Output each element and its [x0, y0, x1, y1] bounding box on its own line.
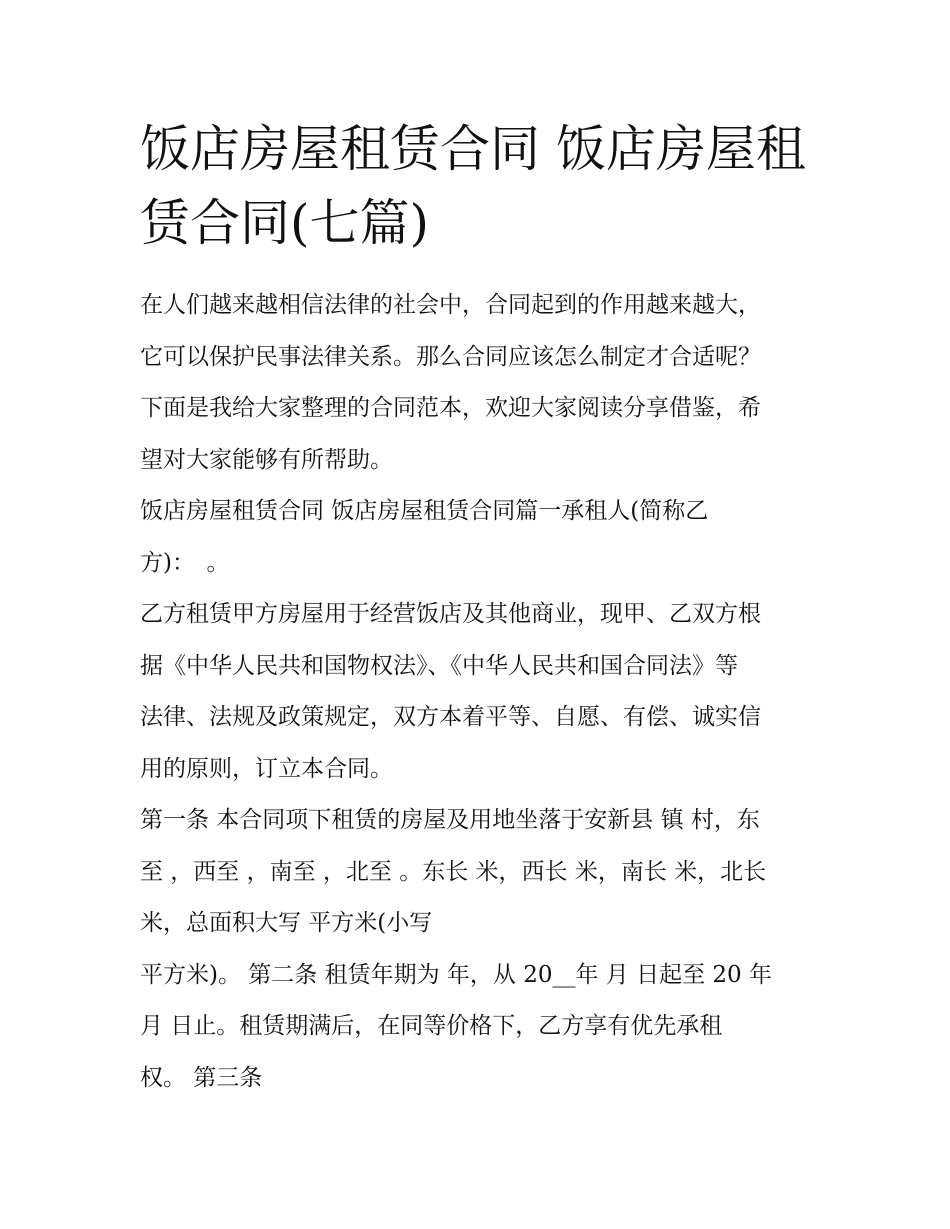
body-line: 饭店房屋租赁合同 饭店房屋租赁合同篇一承租人(简称乙	[140, 498, 709, 524]
body-line: 用的原则，订立本合同。	[140, 755, 393, 782]
body-line: 望对大家能够有所帮助。	[140, 446, 393, 473]
body-line: 第一条 本合同项下租赁的房屋及用地坐落于安新县 镇 村，东	[140, 807, 760, 833]
title-line: 饭店房屋租赁合同 饭店房屋租	[140, 120, 806, 178]
body-line: 它可以保护民事法律关系。那么合同应该怎么制定才合适呢？	[140, 343, 761, 370]
title-line: 赁合同(七篇)	[140, 194, 430, 252]
body-line: 权。 第三条	[140, 1064, 263, 1091]
body-line: 米，总面积大写 平方米(小写	[140, 910, 433, 936]
body-line: 月 日止。租赁期满后，在同等价格下，乙方享有优先承租	[140, 1013, 723, 1039]
document-title	[140, 112, 820, 260]
body-line: 平方米)。 第二条 租赁年期为 年，从 20__年 月 日起至 20 年	[140, 961, 772, 988]
body-line: 乙方租赁甲方房屋用于经营饭店及其他商业，现甲、乙双方根	[140, 601, 761, 627]
document-body	[140, 280, 820, 1104]
body-line: 方)： 。	[140, 549, 230, 576]
body-line: 至 ，西至 ，南至 ，北至 。东长 米，西长 米，南长 米，北长	[140, 858, 767, 885]
body-line: 法律、法规及政策规定，双方本着平等、自愿、有偿、诚实信	[140, 704, 761, 730]
body-line: 下面是我给大家整理的合同范本，欢迎大家阅读分享借鉴，希	[140, 395, 761, 421]
body-line: 据《中华人民共和国物权法》、《中华人民共和国合同法》等	[140, 652, 738, 679]
body-line: 在人们越来越相信法律的社会中，合同起到的作用越来越大，	[140, 292, 761, 318]
